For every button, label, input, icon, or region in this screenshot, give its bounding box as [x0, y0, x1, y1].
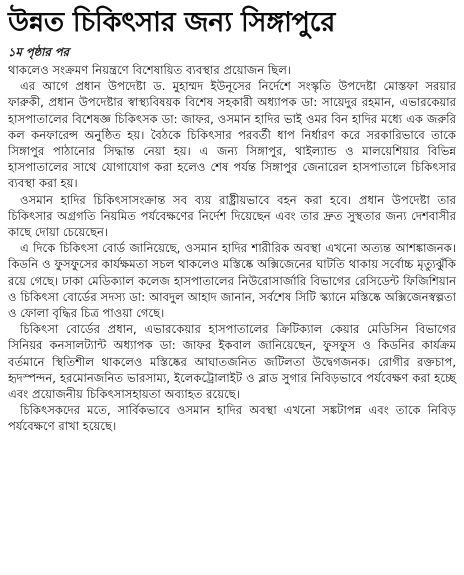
- article-paragraph: এর আগে প্রধান উপদেষ্টা ড. মুহাম্মদ ইউনূসের নির্দেশে সংস্কৃতি উপদেষ্টা মোস্তফা সরয়ার ফারুকী, প্রধান উপদেষ্টার স্বাস্থ্যবিষয়ক বিশেষ সহকারী অধ্যাপক ডা: সায়েদুর রহমান, এভারকেয়ার হাসপাতালের বিশেষজ্ঞ চিকিৎসক ডা: জাফর, ওসমান হাদির ভাই ওমর বিন হাদির মধ্যে এক জরুরি কল কনফারেন্স অনুষ্ঠিত হয়। বৈঠকে চিকিৎসার পরবর্তী ধাপ নির্ধারণ করে সরকারিভাবে তাকে সিঙ্গাপুর পাঠানোর সিদ্ধান্ত নেয়া হয়। এ জন্য সিঙ্গাপুর, থাইল্যান্ড ও মালয়েশিয়ার বিভিন্ন হাসপাতালের সাথে যোগাযোগ করা হলেও শেষ পর্যন্ত সিঙ্গাপুর জেনারেল হাসপাতালে চিকিৎসার ব্যবস্থা করা হয়।: [8, 79, 456, 191]
- article-body: [8, 62, 456, 435]
- article-paragraph: এ দিকে চিকিৎসা বোর্ড জানিয়েছে, ওসমান হাদির শারীরিক অবস্থা এখনো অত্যন্ত আশঙ্কাজনক। কিডনি ও ফুসফুসের কার্যক্ষমতা সচল থাকলেও মস্তিষ্কে অক্সিজেনের ঘাটতি থাকায় সর্বোচ্চ মৃত্যুঝুঁকি রয়ে গেছে। ঢাকা মেডিক্যাল কলেজ হাসপাতালের নিউরোসার্জারি বিভাগের রেসিডেন্ট ফিজিশিয়ান ও চিকিৎসা বোর্ডের সদস্য ডা: আবদুল আহাদ জানান, সর্বশেষ সিটি স্ক্যানে মস্তিষ্কে অক্সিজেনস্বল্পতা ও ফোলা বৃদ্ধির চিত্র পাওয়া গেছে।: [8, 241, 456, 321]
- continued-from-label: ১ম পৃষ্ঠার পর: [8, 45, 69, 59]
- article-paragraph: ওসমান হাদির চিকিৎসাসংক্রান্ত সব ব্যয় রাষ্ট্রীয়ভাবে বহন করা হবে। প্রধান উপদেষ্টা তার চিকিৎসার অগ্রগতি নিয়মিত পর্যবেক্ষণের নির্দেশ দিয়েছেন এবং তার দ্রুত সুস্থতার জন্য দেশবাসীর কাছে দোয়া চেয়েছেন।: [8, 192, 456, 240]
- article-headline: উন্নত চিকিৎসার জন্য সিঙ্গাপুরে: [8, 7, 336, 38]
- article-paragraph: চিকিৎসকদের মতে, সার্বিকভাবে ওসমান হাদির অবস্থা এখনো সঙ্কটাপন্ন এবং তাকে নিবিড় পর্যবেক্ষণে রাখা হয়েছে।: [8, 403, 456, 434]
- article-paragraph: চিকিৎসা বোর্ডের প্রধান, এভারকেয়ার হাসপাতালের ক্রিটিক্যাল কেয়ার মেডিসিন বিভাগের সিনিয়র কনসালট্যান্ট অধ্যাপক ডা: জাফর ইকবাল জানিয়েছেন, ফুসফুস ও কিডনির কার্যক্রম বর্তমানে স্থিতিশীল থাকলেও মস্তিষ্কের আঘাতজনিত জটিলতা উদ্বেগজনক। রোগীর রক্তচাপ, হৃদস্পন্দন, হরমোনজনিত ভারসাম্য, ইলেকট্রোলাইট ও ব্লাড সুগার নিবিড়ভাবে পর্যবেক্ষণ করা হচ্ছে এবং প্রয়োজনীয় চিকিৎসাসহায়তা অব্যাহত রয়েছে।: [8, 322, 456, 402]
- article-paragraph: থাকলেও সংক্রমণ নিয়ন্ত্রণে বিশেষায়িত ব্যবস্থার প্রয়োজন ছিল।: [8, 63, 291, 77]
